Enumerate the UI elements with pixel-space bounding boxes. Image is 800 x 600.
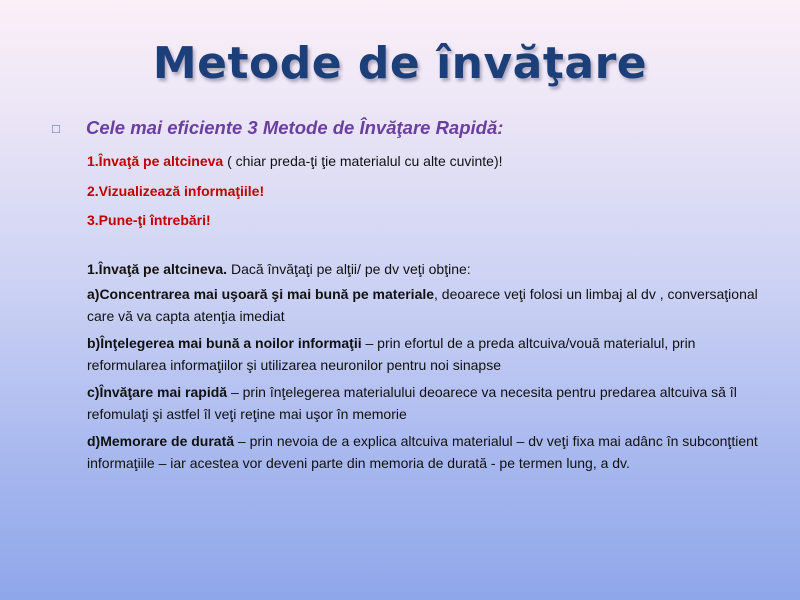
detail-heading: 1.Învaţă pe altcineva. xyxy=(87,261,228,277)
method-2 xyxy=(87,182,772,200)
slide-title: Metode de învăţare xyxy=(152,38,648,89)
detail-item-a-bold: a)Concentrarea mai uşoară şi mai bună pe materiale xyxy=(87,286,435,302)
method-2-label: 2.Vizualizează informaţiile! xyxy=(87,183,265,199)
detail-item-d-bold: d)Memorare de durată xyxy=(87,433,235,449)
detail-heading-line xyxy=(87,260,772,278)
method-1 xyxy=(87,152,772,170)
detail-item-b-text: – prin efortul de a preda altcuiva/vouă materialul, prin reformularea informaţiilor şi utilizarea neuronilor pentru noi sinapse xyxy=(87,335,696,373)
detail-intro: Dacă învăţaţi pe alţii/ pe dv veţi obţine: xyxy=(227,261,471,277)
detail-item-a xyxy=(87,283,772,327)
detail-item-c xyxy=(87,381,772,425)
method-1-note: ( chiar preda-ţi ţie materialul cu alte cuvinte)! xyxy=(223,153,503,169)
method-3-label: 3.Pune-ţi întrebări! xyxy=(87,212,211,228)
detail-item-d xyxy=(87,430,772,474)
detail-item-c-bold: c)Învăţare mai rapidă xyxy=(87,384,228,400)
slide-subtitle: Cele mai eficiente 3 Metode de Învăţare Rapidă: xyxy=(86,117,504,138)
detail-item-b xyxy=(87,332,772,376)
method-1-label: 1.Învaţă pe altcineva xyxy=(87,153,224,169)
slide-content xyxy=(52,116,772,474)
detail-item-d-text: – prin nevoia de a explica altcuiva materialul – dv veţi fixa mai adânc în subconţtient informaţiile – iar acestea vor deveni parte din memoria de durată - pe termen lung, a dv. xyxy=(87,433,758,471)
bullet-icon: □ xyxy=(52,121,60,136)
detail-item-c-text: – prin înţelegerea materialului deoarece va necesita pentru predarea altcuiva să îl refomulaţi şi astfel îl veţi reţine mai uşor în memorie xyxy=(87,384,737,422)
method-3 xyxy=(87,211,772,229)
detail-item-b-bold: b)Înţelegerea mai bună a noilor informaţii xyxy=(87,335,362,351)
detail-item-a-text: , deoarece veţi folosi un limbaj al dv , conversaţional care vă va capta atenţia imediat xyxy=(87,286,758,324)
subtitle-bullet xyxy=(52,116,772,140)
